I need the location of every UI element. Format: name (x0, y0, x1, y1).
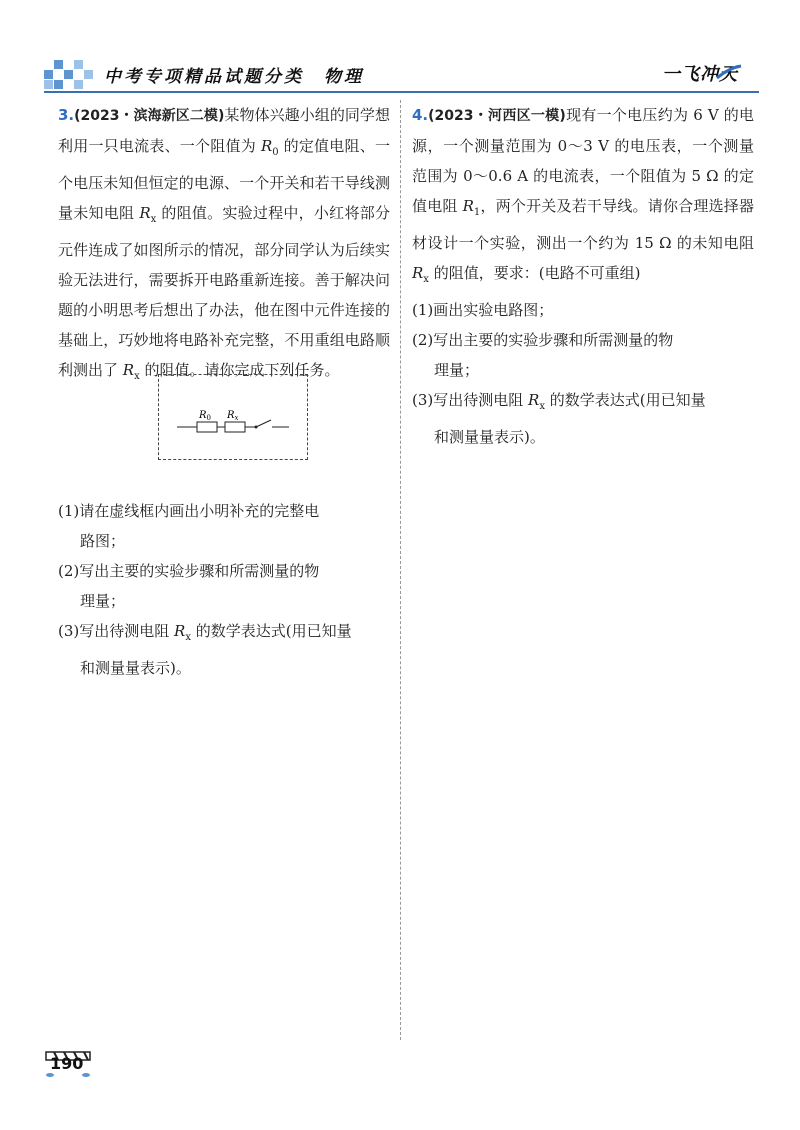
q4-sub-2-a: (2)写出主要的实验步骤和所需测量的物 (412, 331, 674, 349)
q3-source: (2023・滨海新区二模) (74, 108, 225, 124)
q3-number: 3. (58, 106, 75, 124)
q4-stem (412, 100, 754, 295)
q4-rx-sub: x (423, 274, 429, 285)
q4-sub-3-rx-sub: x (539, 401, 545, 412)
q3-sub-2 (58, 556, 390, 616)
q4-sub-3 (412, 385, 754, 452)
q3-sub-2-a: (2)写出主要的实验步骤和所需测量的物 (58, 562, 320, 580)
q3-stem (58, 100, 390, 392)
q4-source: (2023・河西区一模) (428, 108, 566, 124)
q3-sub-3-a: (3)写出待测电阻 (58, 622, 170, 640)
q3-r0-sub: 0 (272, 147, 279, 158)
q4-number: 4. (412, 106, 429, 124)
q4-sub-2 (412, 325, 754, 385)
header-rule (44, 91, 759, 93)
q3-rx: R (139, 204, 151, 222)
q4-rx: R (412, 264, 424, 282)
q3-r0: R (260, 137, 273, 155)
q3-rx-2: R (122, 361, 135, 379)
q3-sub-3 (58, 616, 390, 683)
header-logo-icon (44, 60, 94, 90)
brand-swoosh-icon (715, 64, 743, 82)
q3-text-b: 的定值电阻、一个电压未知但恒定的电源、一个开关和若干导线测量未知电阻 (58, 137, 390, 222)
circuit-diagram (159, 375, 307, 459)
q3-rx-sub: x (150, 214, 157, 225)
q4-r1: R (462, 197, 474, 215)
q4-sub-3-c: 和测量量表示)。 (434, 428, 545, 446)
question-4 (412, 100, 754, 452)
q4-text-b: ，两个开关及若干导线。请你合理选择器材设计一个实验，测出一个约为 15 Ω 的未知电阻 (412, 197, 754, 252)
q3-sub-3-rx: R (174, 622, 186, 640)
q3-sub-1-b: 路图； (80, 532, 126, 550)
q3-sub-1-a: (1)请在虚线框内画出小明补充的完整电 (58, 502, 320, 520)
q4-text-c: 的阻值，要求：(电路不可重组) (433, 264, 641, 282)
q4-r1-sub: 1 (473, 207, 481, 218)
page-number: 190 (50, 1054, 84, 1073)
q3-sub-3-rx-sub: x (185, 632, 191, 643)
q4-sub-2-b: 理量； (434, 361, 480, 379)
q4-sub-1: (1)画出实验电路图； (412, 301, 554, 319)
header-title: 中考专项精品试题分类 物理 (104, 67, 364, 87)
resistor-r0 (197, 422, 217, 432)
label-rx: $R_x$ (227, 410, 239, 422)
q3-text-c: 的阻值。实验过程中，小红将部分元件连成了如图所示的情况，部分同学认为后续实验无法进行，需要拆开电路重新连接。善于解决问题的小明思考后想出了办法，他在图中元件连接的基础上，巧妙地将电路补充完整，不用重组电路顺利测出了 (58, 204, 390, 379)
label-r0: $R_0$ (199, 410, 211, 422)
q4-sub-3-b: 的数学表达式(用已知量 (549, 391, 706, 409)
q4-sub-3-a: (3)写出待测电阻 (412, 391, 524, 409)
q3-text-d: 的阻值。请你完成下列任务。 (144, 361, 340, 379)
switch-blade (256, 420, 271, 427)
q3-rx-sub-2: x (134, 371, 140, 382)
column-divider (400, 100, 401, 1040)
resistor-rx (225, 422, 245, 432)
q3-sub-3-b: 的数学表达式(用已知量 (195, 622, 352, 640)
q4-text-a: 现有一个电压约为 6 V 的电源，一个测量范围为 0～3 V 的电压表，一个测量范围为 0～0.6 A 的电流表，一个阻值为 5 Ω 的定值电阻 (412, 106, 754, 215)
q3-text-a: 某物体兴趣小组的同学想利用一只电流表、一个阻值为 (58, 106, 390, 155)
q3-sub-2-b: 理量； (80, 592, 126, 610)
q4-sub-3-rx: R (528, 391, 540, 409)
q3-sub-3-c: 和测量量表示)。 (80, 659, 191, 677)
q3-sub-1 (58, 496, 390, 556)
brand-name: 一飞冲天 (662, 64, 738, 85)
circuit-diagram-box (158, 374, 308, 460)
